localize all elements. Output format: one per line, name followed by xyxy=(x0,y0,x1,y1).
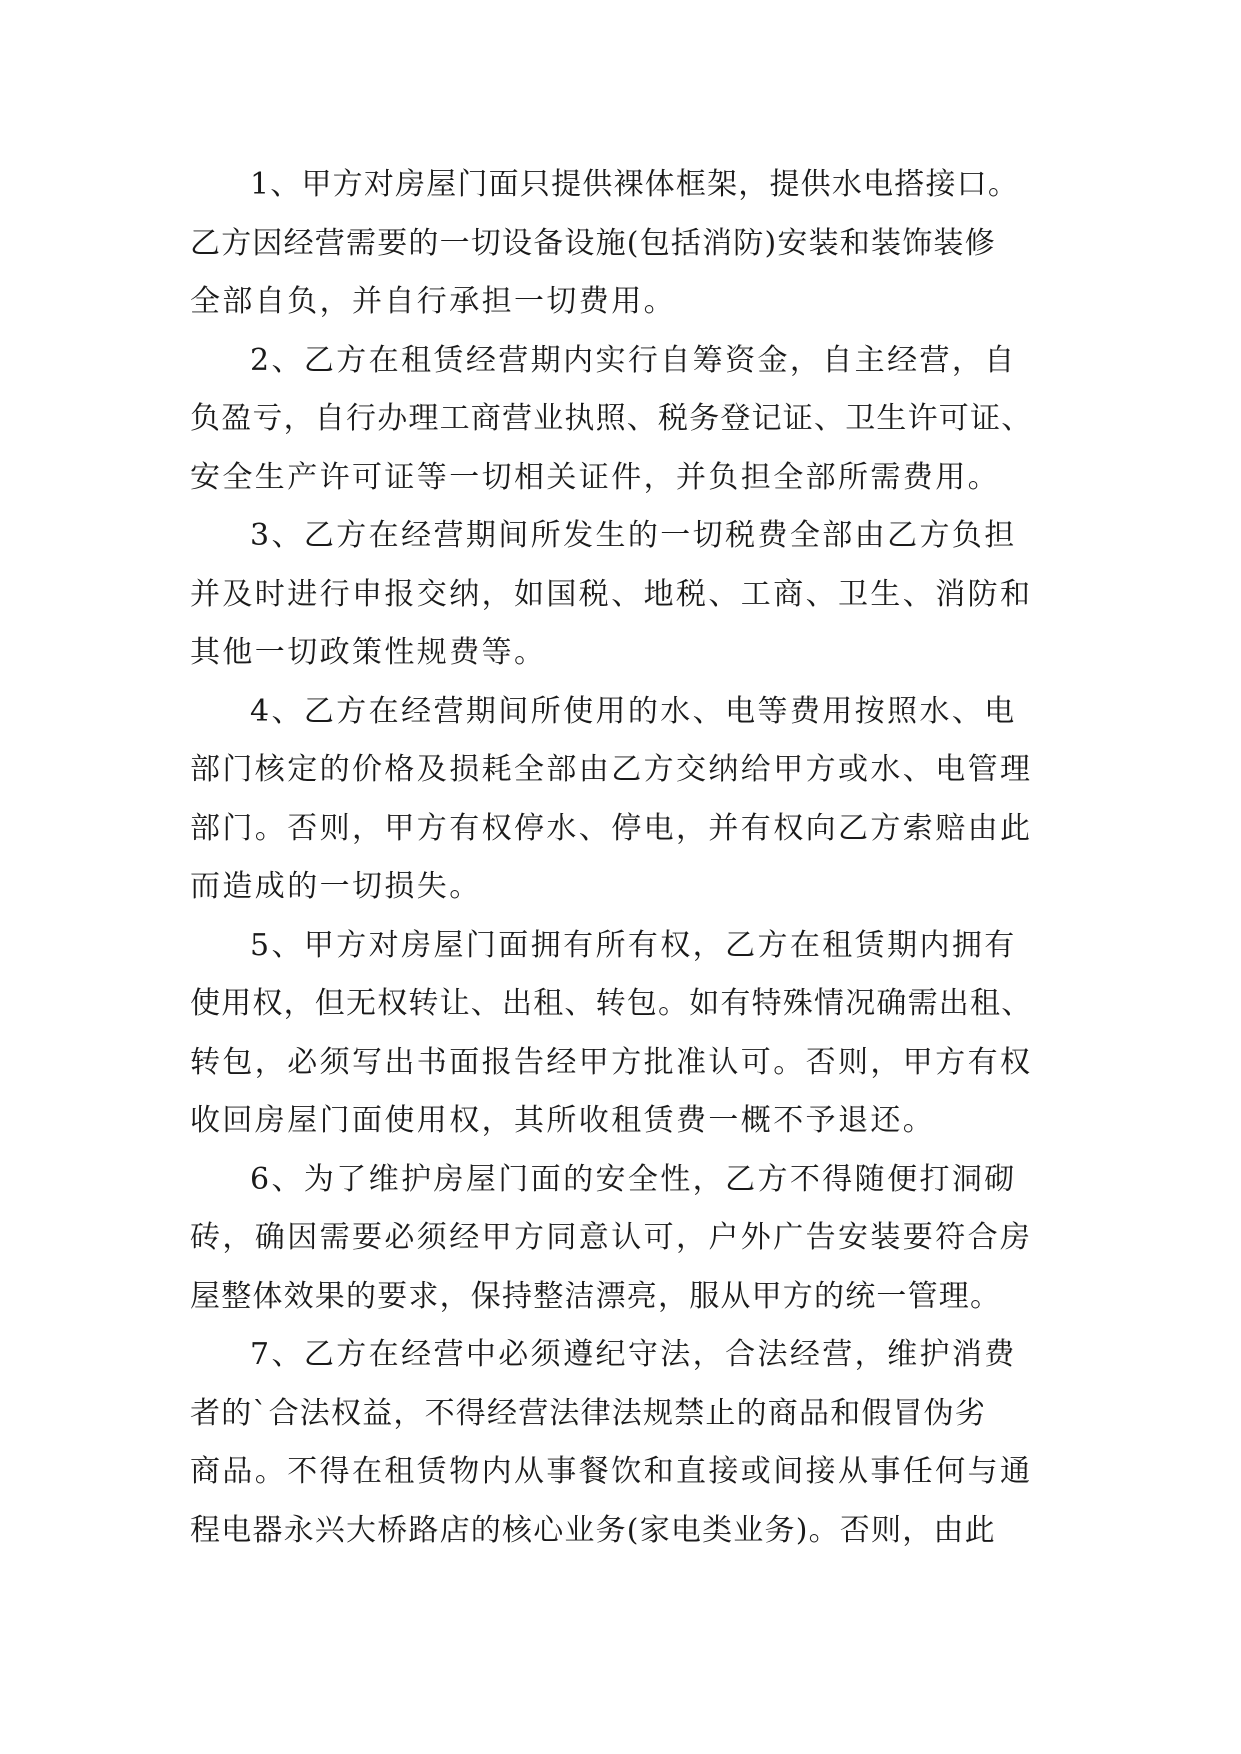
clause-6-line-3: 屋整体效果的要求，保持整洁漂亮，服从甲方的统一管理。 xyxy=(190,1278,1002,1314)
clause-7 xyxy=(190,1326,1050,1560)
clause-3-line-1: 3、乙方在经营期间所发生的一切税费全部由乙方负担 xyxy=(250,518,1017,553)
clause-6-line-1: 6、为了维护房屋门面的安全性，乙方不得随便打洞砌 xyxy=(250,1161,1017,1197)
clause-1 xyxy=(190,156,1050,332)
clause-1-line-3: 全部自负，并自行承担一切费用。 xyxy=(190,284,676,319)
clause-6 xyxy=(190,1151,1050,1327)
clause-1-line-1: 1、甲方对房屋门面只提供裸体框架，提供水电搭接口。 xyxy=(250,167,1020,202)
clause-7-line-3: 商品。不得在租赁物内从事餐饮和直接或间接从事任何与通 xyxy=(190,1454,1033,1489)
clause-3 xyxy=(190,507,1050,683)
clause-2-line-1: 2、乙方在租赁经营期内实行自筹资金，自主经营，自 xyxy=(250,342,1017,378)
clause-5-line-3: 转包，必须写出书面报告经甲方批准认可。否则，甲方有权 xyxy=(190,1044,1033,1080)
clause-5-line-1: 5、甲方对房屋门面拥有所有权，乙方在租赁期内拥有 xyxy=(250,927,1017,963)
clause-4 xyxy=(190,683,1050,917)
clause-6-line-2: 砖，确因需要必须经甲方同意认可，户外广告安装要符合房 xyxy=(190,1220,1033,1255)
clause-7-line-2: 者的`合法权益，不得经营法律法规禁止的商品和假冒伪劣 xyxy=(190,1395,987,1431)
clause-4-line-1: 4、乙方在经营期间所使用的水、电等费用按照水、电 xyxy=(250,693,1017,729)
clause-3-line-2: 并及时进行申报交纳，如国税、地税、工商、卫生、消防和 xyxy=(190,576,1033,612)
document-page xyxy=(190,156,1050,1560)
clause-1-line-2: 乙方因经营需要的一切设备设施(包括消防)安装和装饰装修 xyxy=(190,225,996,261)
clause-2-line-2: 负盈亏，自行办理工商营业执照、税务登记证、卫生许可证、 xyxy=(190,401,1033,436)
clause-2-line-3: 安全生产许可证等一切相关证件，并负担全部所需费用。 xyxy=(190,459,1000,495)
clause-5-line-4: 收回房屋门面使用权，其所收租赁费一概不予退还。 xyxy=(190,1103,936,1138)
clause-7-line-1: 7、乙方在经营中必须遵纪守法，合法经营，维护消费 xyxy=(250,1337,1017,1372)
clause-4-line-3: 部门。否则，甲方有权停水、停电，并有权向乙方索赔由此 xyxy=(190,810,1033,846)
clause-3-line-3: 其他一切政策性规费等。 xyxy=(190,635,547,670)
clause-2 xyxy=(190,332,1050,508)
clause-5-line-2: 使用权，但无权转让、出租、转包。如有特殊情况确需出租、 xyxy=(190,986,1033,1021)
clause-5 xyxy=(190,917,1050,1151)
clause-4-line-2: 部门核定的价格及损耗全部由乙方交纳给甲方或水、电管理 xyxy=(190,752,1033,787)
clause-4-line-4: 而造成的一切损失。 xyxy=(190,869,482,904)
clause-7-line-4: 程电器永兴大桥路店的核心业务(家电类业务)。否则，由此 xyxy=(190,1512,996,1548)
